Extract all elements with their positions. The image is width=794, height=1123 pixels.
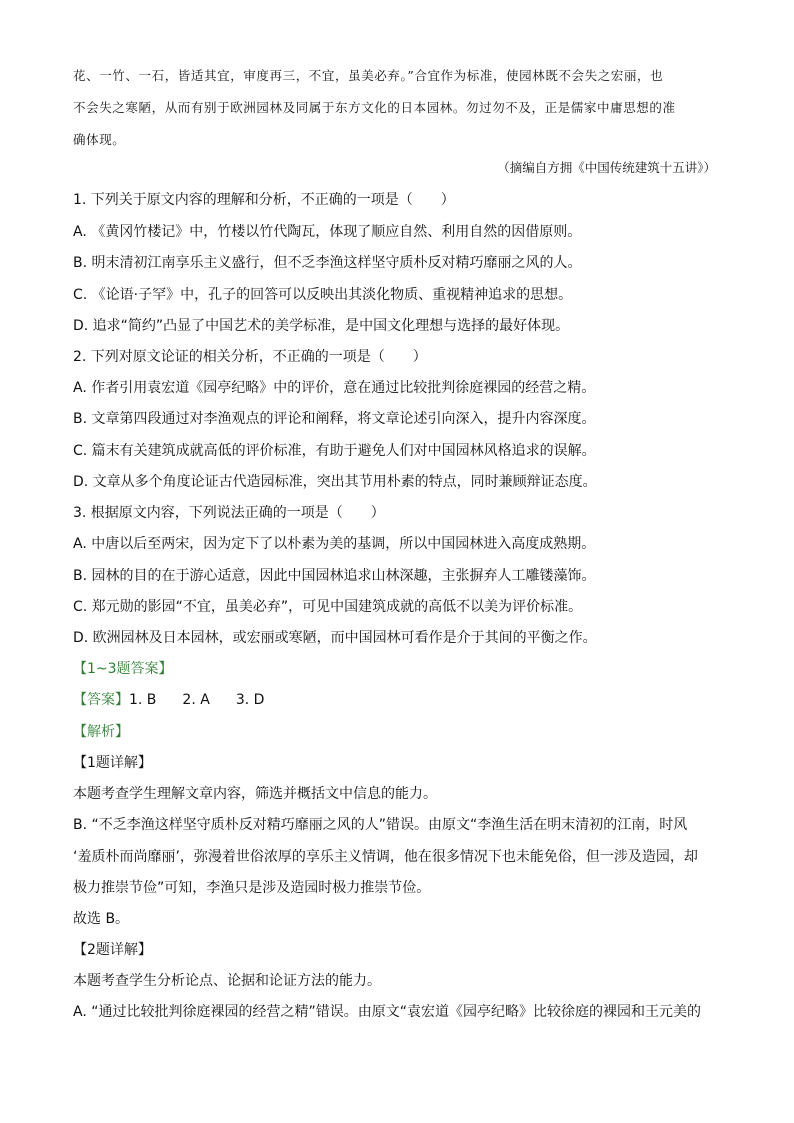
question-1-option-a: A. 《黄冈竹楼记》中，竹楼以竹代陶瓦，体现了顺应自然、利用自然的因借原则。 [73,224,582,240]
question-3-option-d: D. 欧洲园林及日本园林，或宏丽或寒陋，而中国园林可看作是介于其间的平衡之作。 [73,630,597,646]
detail-1-intro: 本题考查学生理解文章内容，筛选并概括文中信息的能力。 [73,786,437,802]
question-1-option-c: C. 《论语·子罕》中，孔子的回答可以反映出其淡化物质、重视精神追求的思想。 [73,287,573,303]
answer-3: 3. D [235,692,265,708]
question-3-option-c: C. 郑元勋的影园“不宜，虽美必弃”，可见中国建筑成就的高低不以美为评价标准。 [73,599,583,615]
question-1-option-b: B. 明末清初江南享乐主义盛行，但不乏李渔这样坚守质朴反对精巧靡丽之风的人。 [73,255,582,271]
passage-line-3: 确体现。 [73,132,126,147]
detail-1-text-3: 极力推崇节俭”可知，李渔只是涉及造园时极力推崇节俭。 [73,880,431,896]
detail-1-text-2: ‘羞质朴而尚靡丽’，弥漫着世俗浓厚的享乐主义情调，他在很多情况下也未能免俗，但一涉及造园，却 [73,849,698,865]
passage-line-2: 不会失之寒陋，从而有别于欧洲园林及同属于东方文化的日本园林。勿过勿不及，正是儒家中庸思想的准 [73,100,676,115]
answer-1: 1. B [129,692,157,708]
question-1-stem: 1. 下列关于原文内容的理解和分析，不正确的一项是（ ） [73,192,455,208]
answer-2: 2. A [182,692,210,708]
question-2-option-c: C. 篇末有关建筑成就高低的评价标准，有助于避免人们对中国园林风格追求的误解。 [73,443,596,459]
analysis-label: 【解析】 [73,724,129,740]
detail-1-label: 【1题详解】 [73,755,152,771]
detail-1-conclusion: 故选 B。 [73,911,130,927]
detail-2-text-1: A. “通过比较批判徐庭裸园的经营之精”错误。由原文“袁宏道《园亭纪略》比较徐庭的裸园和王元美的 [73,1004,701,1020]
answer-label: 【答案】 [73,692,129,708]
detail-2-label: 【2题详解】 [73,942,152,958]
detail-1-text-1: B. “不乏李渔这样坚守质朴反对精巧靡丽之风的人”错误。由原文“李渔生活在明末清初的江南，时风 [73,817,688,833]
question-3-option-b: B. 园林的目的在于游心适意，因此中国园林追求山林深趣，主张摒弃人工雕镂藻饰。 [73,568,596,584]
question-3-stem: 3. 根据原文内容，下列说法正确的一项是（ ） [73,505,385,521]
question-2-stem: 2. 下列对原文论证的相关分析，不正确的一项是（ ） [73,349,427,365]
passage-line-1: 花、一竹、一石，皆适其宜，审度再三，不宜，虽美必弃。”合宜作为标准，使园林既不会失之宏丽，也 [73,68,664,83]
passage-source: （摘编自方拥《中国传统建筑十五讲》） [497,160,716,175]
detail-2-intro: 本题考查学生分析论点、论据和论证方法的能力。 [73,973,381,989]
answer-section-header: 【1~3题答案】 [73,661,173,677]
question-2-option-b: B. 文章第四段通过对李渔观点的评论和阐释，将文章论述引向深入，提升内容深度。 [73,411,596,427]
question-1-option-d: D. 追求“简约”凸显了中国艺术的美学标准，是中国文化理想与选择的最好体现。 [73,318,570,334]
question-3-option-a: A. 中唐以后至两宋，因为定下了以朴素为美的基调，所以中国园林进入高度成熟期。 [73,536,596,552]
question-2-option-d: D. 文章从多个角度论证古代造园标准，突出其节用朴素的特点，同时兼顾辩证态度。 [73,474,597,490]
question-2-option-a: A. 作者引用袁宏道《园亭纪略》中的评价，意在通过比较批判徐庭裸园的经营之精。 [73,380,596,396]
answer-line [73,690,264,710]
